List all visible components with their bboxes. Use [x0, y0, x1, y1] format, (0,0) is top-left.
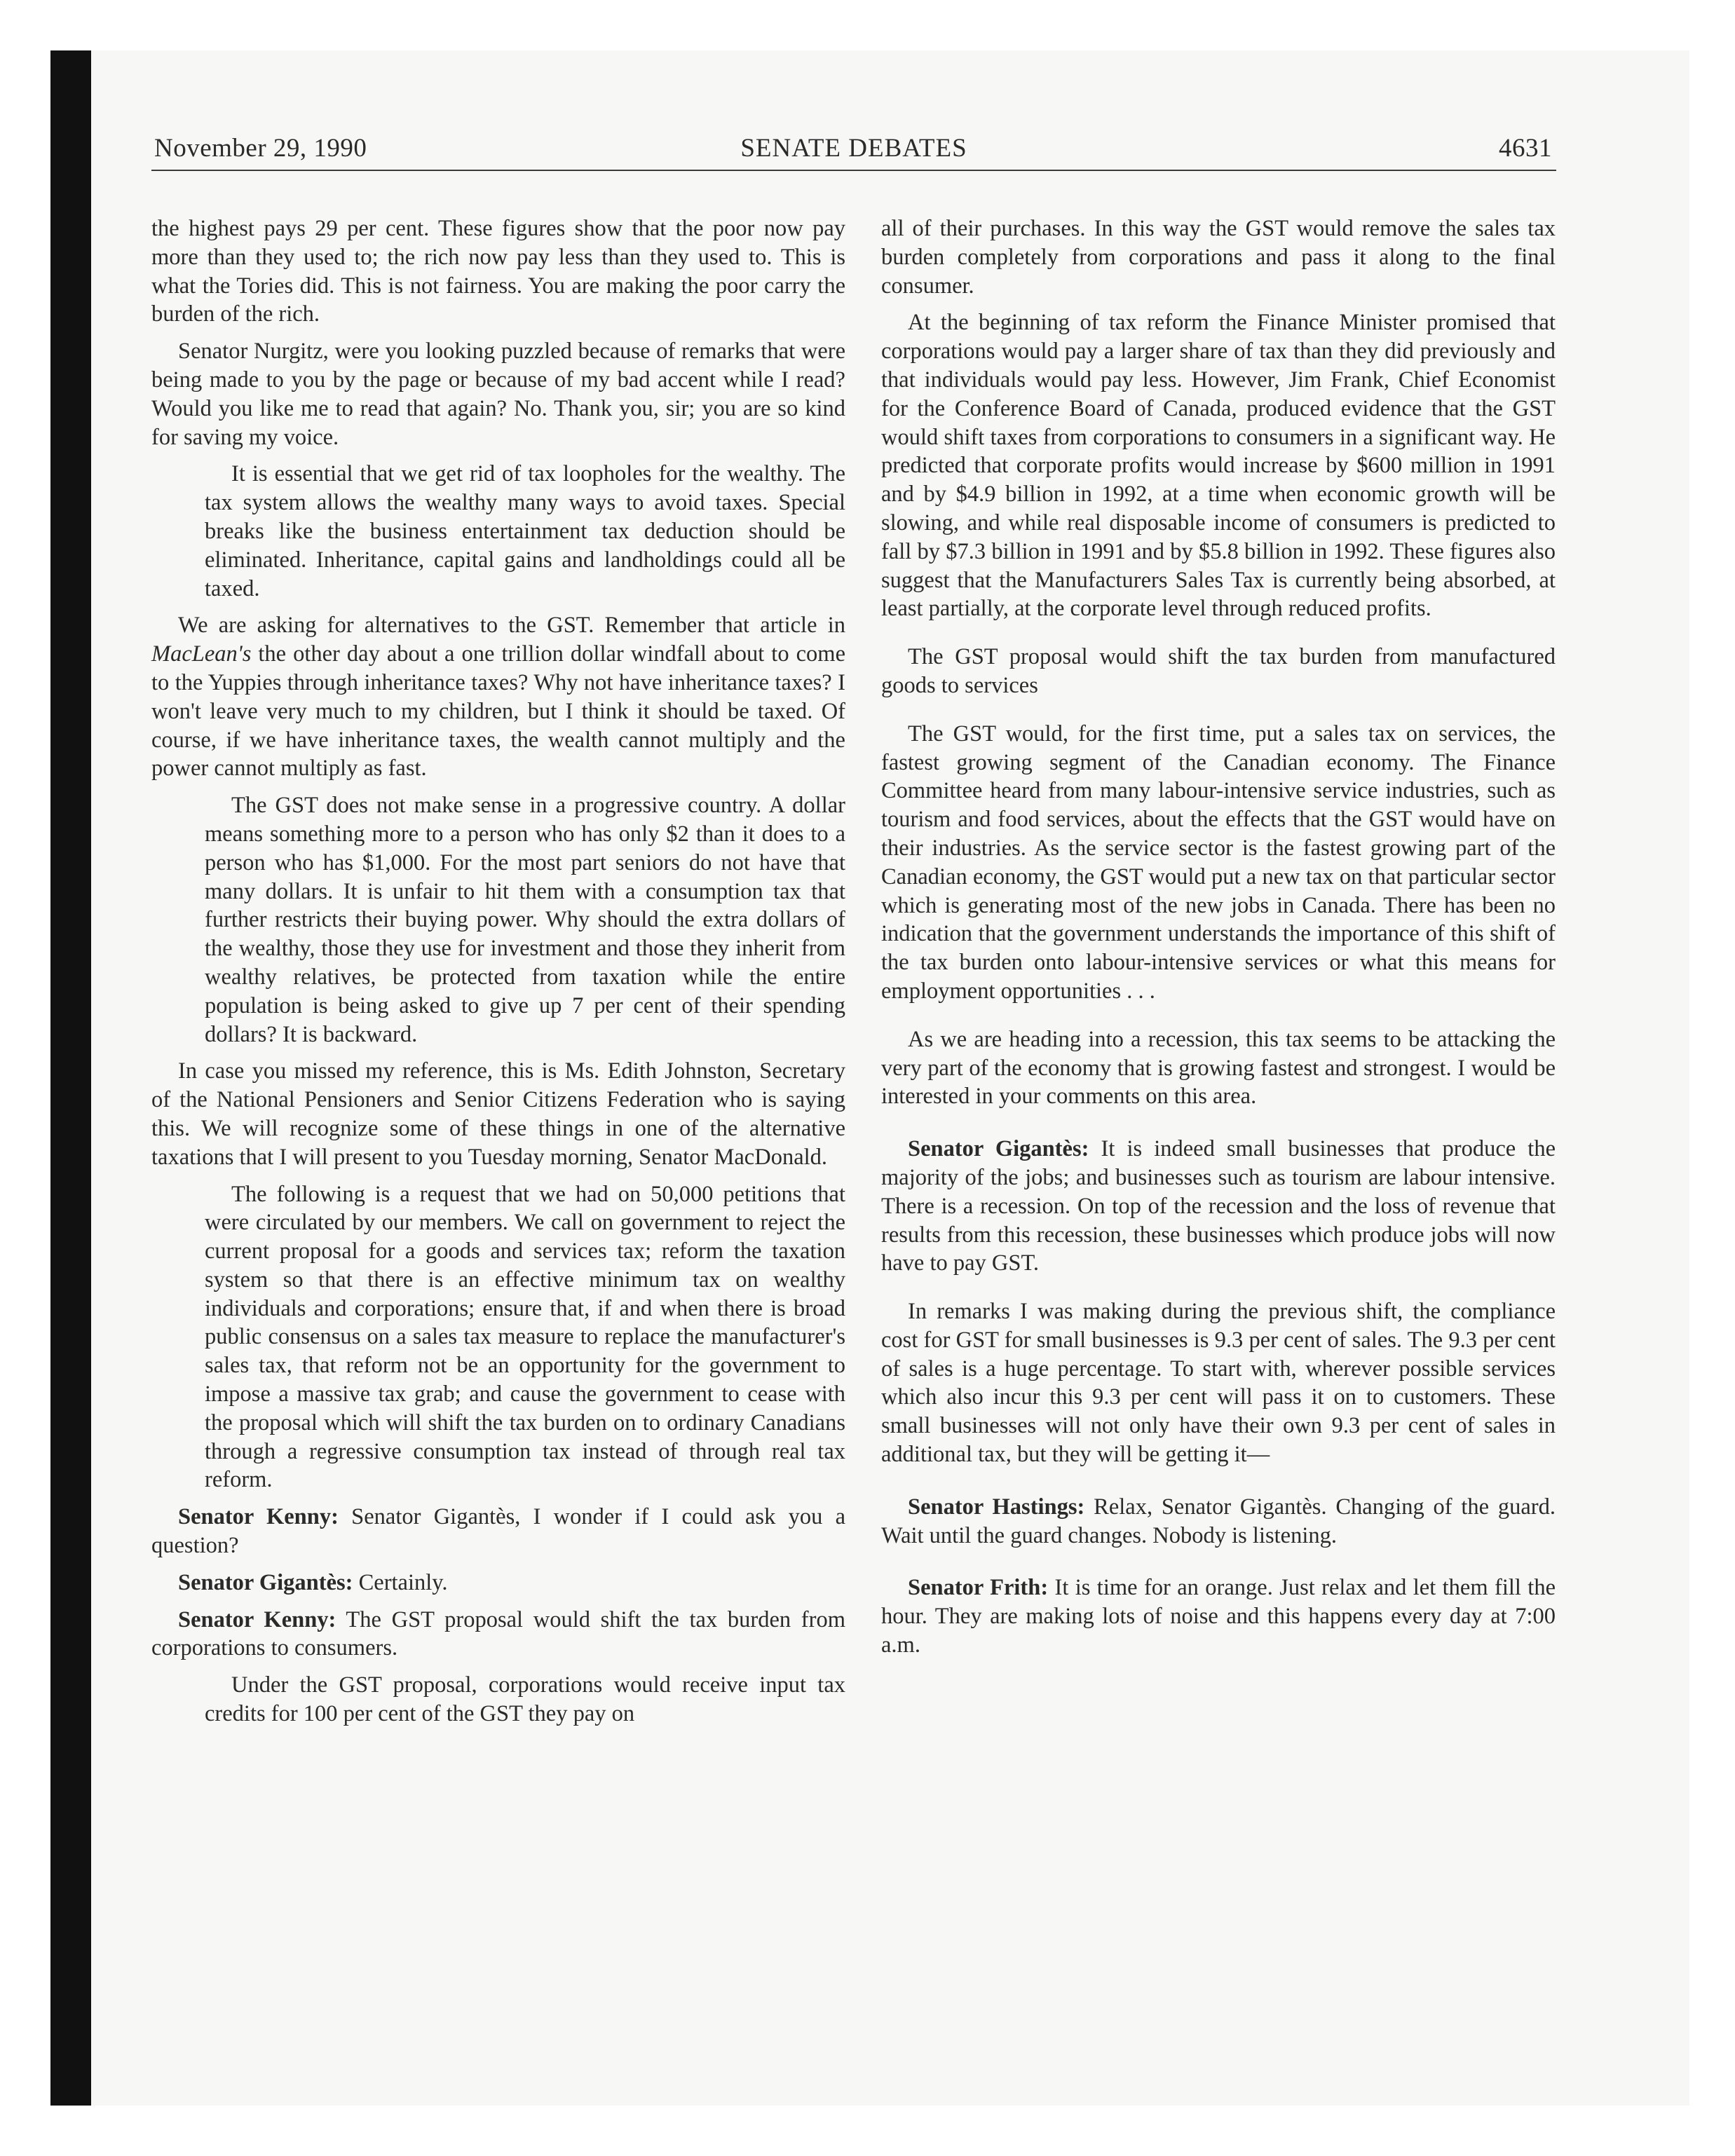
speaker-name: Senator Kenny:: [178, 1606, 336, 1632]
left-quote-2: The GST does not make sense in a progressive country. A dollar means something more to a person who has only $2 than it does to a person who has $1,000. For the most part seniors do not have that many dollars. It is unfair to hit them with a consumption tax that further restricts their buying power. Why should the extra dollars of the wealthy, those they use for investment and those they inherit from wealthy relatives, be protected from taxation while the entire population is being asked to give up 7 per cent of their spending dollars? It is backward.: [205, 793, 845, 1047]
right-column: [881, 214, 1556, 1660]
right-speech-frith: [881, 1574, 1556, 1659]
speaker-name: Senator Kenny:: [178, 1504, 339, 1530]
left-quote-4: Under the GST proposal, corporations would receive input tax credits for 100 per cent of the GST they pay on: [205, 1672, 845, 1727]
scan-edge-bar: [50, 50, 91, 2106]
left-paragraph-6: In case you missed my reference, this is Ms. Edith Johnston, Secretary of the National Pensioners and Senior Citizens Federation who is saying this. We will recognize some of these things in one of the alternative taxations that I will present to you Tuesday morning, Senator MacDonald.: [151, 1058, 845, 1170]
right-paragraph-5: As we are heading into a recession, this tax seems to be attacking the very part of the economy that is growing fastest and strongest. I would be interested in your comments on this area.: [881, 1026, 1556, 1110]
right-quote-continued: all of their purchases. In this way the GST would remove the sales tax burden completely from corporations and pass it along to the final consumer.: [881, 216, 1556, 299]
header-date: November 29, 1990: [154, 134, 367, 163]
speaker-name: Senator Hastings:: [908, 1494, 1085, 1520]
right-speech-gigantes: [881, 1135, 1556, 1278]
left-paragraph-4-end: the other day about a one trillion dollar windfall about to come to the Yuppies through inheritance taxes? Why not have inheritance taxes? I won't leave very much to my children, but I think it should be taxed. Of course, if we have inheritance taxes, the wealth cannot multiply and the power cannot multiply as fast.: [151, 641, 845, 782]
header-page-number: 4631: [1499, 134, 1552, 163]
right-quote-3: The GST proposal would shift the tax burden from manufactured goods to services: [881, 644, 1556, 698]
left-paragraph-4: [151, 611, 845, 783]
right-speech-hastings: [881, 1493, 1556, 1550]
speech-text: The GST proposal would shift the tax burden from corporations to consumers.: [151, 1606, 845, 1661]
speaker-name: Senator Frith:: [908, 1575, 1049, 1601]
speaker-name: Senator Gigantès:: [178, 1569, 353, 1595]
speech-text: It is indeed small businesses that produce the majority of the jobs; and businesses such as tourism are labour intensive. There is a recession. On top of the recession and the loss of revenue that results from this recession, these businesses which produce jobs will now have to pay GST.: [881, 1136, 1556, 1276]
left-speech-kenny-1: [151, 1503, 845, 1560]
header-title: SENATE DEBATES: [740, 134, 967, 163]
left-speech-kenny-2: [151, 1606, 845, 1663]
speech-text: Certainly.: [353, 1569, 448, 1595]
left-column: [151, 214, 845, 1728]
speaker-name: Senator Gigantès:: [908, 1136, 1089, 1162]
right-quote-4: The GST would, for the first time, put a sales tax on services, the fastest growing segment of the Canadian economy. The Finance Committee heard from many labour-intensive service industries, such as tourism and food services, about the effects that the GST would have on their industries. As the service sector is the fastest growing part of the Canadian economy, the GST would put a new tax on that particular sector which is generating most of the new jobs in Canada. There has been no indication that the government understands the importance of this shift of the tax burden onto labour-intensive services or what this means for employment opportunities . . .: [881, 721, 1556, 1004]
magazine-title: MacLean's: [151, 641, 252, 667]
left-speech-gigantes-1: [151, 1569, 845, 1597]
right-quote-2: At the beginning of tax reform the Finance Minister promised that corporations would pay a larger share of tax than they did previously and that individuals would pay less. However, Jim Frank, Chief Economist for the Conference Board of Canada, produced evidence that the GST would shift taxes from corporations to consumers in a significant way. He predicted that corporate profits would increase by $600 million in 1991 and by $4.9 billion in 1992, at a time when economic growth will be slowing, and while real disposable income of consumers is predicted to fall by $7.3 billion in 1991 and by $5.8 billion in 1992. These figures also suggest that the Manufacturers Sales Tax is currently being absorbed, at least partially, at the corporate level through reduced profits.: [881, 310, 1556, 622]
speech-text: Relax, Senator Gigantès. Changing of the guard. Wait until the guard changes. Nobody is listening.: [881, 1494, 1556, 1548]
page-header: [151, 133, 1556, 171]
speech-text: It is time for an orange. Just relax and let them fill the hour. They are making lots of noise and this happens every day at 7:00 a.m.: [881, 1575, 1556, 1658]
right-paragraph-7: In remarks I was making during the previous shift, the compliance cost for GST for small businesses is 9.3 per cent of sales. The 9.3 per cent of sales is a huge percentage. To start with, wherever possible services which also incur this 9.3 per cent will pass it on to customers. These small businesses will not only have their own 9.3 per cent of sales in additional tax, but they will be getting it—: [881, 1299, 1556, 1468]
left-quote-3: The following is a request that we had on 50,000 petitions that were circulated by our members. We call on government to reject the current proposal for a goods and services tax; reform the taxation system so that there is an effective minimum tax on wealthy individuals and corporations; ensure that, if and when there is broad public consensus on a sales tax measure to replace the manufacturer's sales tax, that reform not be an opportunity for the government to impose a massive tax grab; and cause the government to cease with the proposal which will shift the tax burden on to ordinary Canadians through a regressive consumption tax instead of through real tax reform.: [205, 1181, 845, 1493]
left-paragraph-4-start: We are asking for alternatives to the GST. Remember that article in: [178, 613, 845, 639]
left-quote-1: It is essential that we get rid of tax loopholes for the wealthy. The tax system allows the wealthy many ways to avoid taxes. Special breaks like the business entertainment tax deduction should be eliminated. Inheritance, capital gains and landholdings could all be taxed.: [205, 461, 845, 601]
left-paragraph-1: the highest pays 29 per cent. These figures show that the poor now pay more than they used to; the rich now pay less than they used to. This is what the Tories did. This is not fairness. You are making the poor carry the burden of the rich.: [151, 216, 845, 327]
left-paragraph-2: Senator Nurgitz, were you looking puzzled because of remarks that were being made to you by the page or because of my bad accent while I read? Would you like me to read that again? No. Thank you, sir; you are so kind for saving my voice.: [151, 339, 845, 450]
speech-text: Senator Gigantès, I wonder if I could ask you a question?: [151, 1504, 845, 1559]
